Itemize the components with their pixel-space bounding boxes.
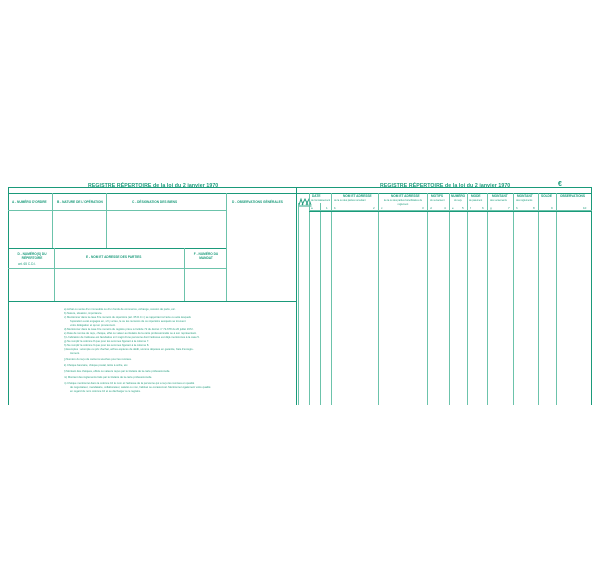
euro-icon: €	[558, 181, 562, 188]
right-border	[591, 187, 592, 405]
col-nom-adresse-2: NOM ET ADRESSE	[391, 194, 420, 198]
block-a-bottom-rule	[8, 248, 226, 249]
header-designation-biens: C - DÉSIGNATION DES BIENS	[132, 200, 178, 204]
col-observations: OBSERVATIONS	[560, 194, 585, 198]
col-numero: NUMÉRO	[451, 194, 466, 198]
col-montant-versements: MONTANT	[492, 194, 508, 198]
left-border	[8, 187, 9, 405]
col-nom-adresse-1: NOM ET ADRESSE	[343, 194, 372, 198]
register-spread: REGISTRE RÉPERTOIRE de la loi du 2 janvier 1970 A - NUMÉRO D'ORDRE B - NATURE DE L'OPÉRATION C - DÉSIGNATION DES BIENS D - OBSERVATIONS GÉNÉRALES D - NUMÉRO(S) DU RÉPERTOIRE art. 65 C.D.I. E - NOM ET ADRESSE DES PARTIES F - NUMÉRO DU MANDAT a) Achat ou vente d'un immeuble ou d'un fonds de commerce, échange, cession de parts, etc. b) Nature, situation, importance. c) Mentionner dans la case 8 le numéro du répertoire (art. 65 D.C.I.) se rapportant à l'acte ou acte lesquels l'opération a été engagée en, s'il y a lieu, le ou les numéros de ce répertoire auxquels se trouvent votre délégation et qui en proviennent. d) Mentionner dans la case 9 le numéro du registre prévu à l'article 72 du décret n° 72-678 du 20 juillet 1972. e) Date de remise de reçu, chèque, effet ou valeur au titulaire de la carte professionnelle ou à son représentant. f) L'indication de l'adresse est facultative si il s'agit d'une personne dont l'adresse est déjà mentionnée à la case 5. g) Ne remplir la colonne 8 que pour les sommes figurant à la colonne 7. h) Ne remplir la colonne 9 que pour les sommes figurant à la colonne 8. i) Exemples : acompte ou prix d'achat, arrhes espèces de dédit, somme déposée en garantie, frais d'enregis- trement. j) Numéro du reçu de carnet à souches pour les remises. k) Chèque bancaire, chèque postal, lettre à ordre, etc. l) Montant des chèques, effets ou valeurs reçus par le titulaire de la carte professionnelle. m) Montant des règlements faits par le titulaire de la carte professionnelle. n) Chèque mentionné dans la colonne 10 le nom et l'adresse de la personne qui a reçu les remises en qualité de négociateur, mandataire, collaborateur, salarié ou non, habitué ou occasionnel. Mentionner également votre qualité en regard du nom colonne 10 et se décharger à ce registre. REGISTRE RÉPERTOIRE de la loi du 2 janvier 1970 € DATE de l'encaissement NOM ET ADRESSE de la ou des parties remettant NOM ET ADRESSE de la ou des parties bénéficiaires du règlement MOTIFS du versement NUMÉRO du reçu MODE de paiement MONTANT des versements MONTANT des règlements SOLDE OBSERVATIONS a 1 b 2 c 3 d 4 e 5 f 6 g 7 h 8 9 10	[12, 181, 587, 393]
header-numeros-repertoire: D - NUMÉRO(S) DU RÉPERTOIRE	[17, 252, 47, 260]
col-motifs: MOTIFS	[431, 194, 444, 198]
col-montant-reglements: MONTANT	[517, 194, 533, 198]
header-numero-ordre: A - NUMÉRO D'ORDRE	[12, 200, 47, 204]
col-solde: SOLDE	[541, 194, 552, 198]
col-mode: MODE	[471, 194, 481, 198]
spine-divider	[296, 187, 297, 405]
header-repertoire-sub: art. 65 C.D.I.	[18, 262, 37, 266]
col-date: DATE	[312, 194, 321, 198]
left-page-title: REGISTRE RÉPERTOIRE de la loi du 2 janvier 1970	[88, 183, 219, 189]
header-nature-operation: B - NATURE DE L'OPÉRATION	[57, 200, 103, 204]
right-page-title: REGISTRE RÉPERTOIRE de la loi du 2 janvier 1970	[380, 183, 511, 189]
header-observations-generales: D - OBSERVATIONS GÉNÉRALES	[232, 200, 283, 204]
right-header-bottom-rule	[309, 211, 592, 212]
header-nom-adresse-parties: E - NOM ET ADRESSE DES PARTIES	[86, 255, 142, 259]
header-numero-mandat: F - NUMÉRO DU MANDAT	[193, 252, 219, 260]
binder-icon	[298, 197, 312, 207]
block-b-bottom-rule	[8, 301, 296, 302]
